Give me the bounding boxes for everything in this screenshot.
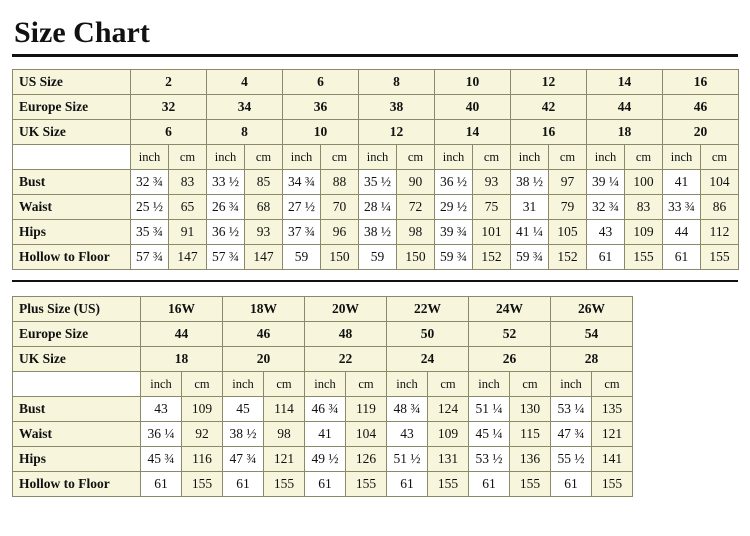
us-size-cell: 10: [435, 70, 511, 95]
measure-cell: 88: [321, 170, 359, 195]
measure-cell: 41: [305, 422, 346, 447]
measure-cell: 109: [428, 422, 469, 447]
row-label-waist: Waist: [13, 195, 131, 220]
measure-cell: 61: [469, 472, 510, 497]
measure-cell: 34 ¾: [283, 170, 321, 195]
measure-cell: 86: [701, 195, 739, 220]
row-label-plus-size: Plus Size (US): [13, 297, 141, 322]
europe-size-cell: 42: [511, 95, 587, 120]
measure-cell: 79: [549, 195, 587, 220]
measure-cell: 43: [387, 422, 428, 447]
uk-size-cell: 18: [141, 347, 223, 372]
measure-cell: 114: [264, 397, 305, 422]
measure-cell: 27 ½: [283, 195, 321, 220]
table-row: [13, 397, 633, 422]
measure-cell: 33 ½: [207, 170, 245, 195]
measure-cell: 38 ½: [359, 220, 397, 245]
measure-cell: 85: [245, 170, 283, 195]
row-label-europe-size: Europe Size: [13, 95, 131, 120]
us-size-cell: 12: [511, 70, 587, 95]
standard-size-table-wrap: [10, 69, 740, 270]
measure-cell: 61: [141, 472, 182, 497]
measure-cell: 124: [428, 397, 469, 422]
measure-cell: 93: [473, 170, 511, 195]
table-row: [13, 245, 739, 270]
units-row-empty-label: [13, 372, 141, 397]
measure-cell: 61: [387, 472, 428, 497]
europe-size-cell: 44: [141, 322, 223, 347]
row-label-hollow-to-floor: Hollow to Floor: [13, 245, 131, 270]
table-row-europe-size: [13, 322, 633, 347]
measure-cell: 46 ¾: [305, 397, 346, 422]
measure-cell: 59: [359, 245, 397, 270]
measure-cell: 96: [321, 220, 359, 245]
measure-cell: 130: [510, 397, 551, 422]
measure-cell: 59 ¾: [435, 245, 473, 270]
measure-cell: 135: [592, 397, 633, 422]
measure-cell: 37 ¾: [283, 220, 321, 245]
unit-cell-cm: cm: [397, 145, 435, 170]
measure-cell: 155: [346, 472, 387, 497]
unit-cell-inch: inch: [305, 372, 346, 397]
measure-cell: 33 ¾: [663, 195, 701, 220]
unit-cell-cm: cm: [182, 372, 223, 397]
uk-size-cell: 20: [663, 120, 739, 145]
measure-cell: 155: [592, 472, 633, 497]
measure-cell: 59: [283, 245, 321, 270]
row-label-uk-size: UK Size: [13, 347, 141, 372]
uk-size-cell: 18: [587, 120, 663, 145]
measure-cell: 61: [223, 472, 264, 497]
table-row-plus-size: [13, 297, 633, 322]
plus-size-table-wrap: [10, 296, 740, 497]
measure-cell: 150: [321, 245, 359, 270]
table-row-units: [13, 372, 633, 397]
plus-size-cell: 26W: [551, 297, 633, 322]
uk-size-cell: 20: [223, 347, 305, 372]
us-size-cell: 6: [283, 70, 359, 95]
plus-size-cell: 18W: [223, 297, 305, 322]
table-row-europe-size: [13, 95, 739, 120]
europe-size-cell: 48: [305, 322, 387, 347]
unit-cell-inch: inch: [207, 145, 245, 170]
measure-cell: 47 ¾: [551, 422, 592, 447]
europe-size-cell: 34: [207, 95, 283, 120]
measure-cell: 38 ½: [223, 422, 264, 447]
measure-cell: 65: [169, 195, 207, 220]
measure-cell: 91: [169, 220, 207, 245]
uk-size-cell: 28: [551, 347, 633, 372]
measure-cell: 36 ½: [207, 220, 245, 245]
plus-size-cell: 16W: [141, 297, 223, 322]
uk-size-cell: 10: [283, 120, 359, 145]
uk-size-cell: 12: [359, 120, 435, 145]
unit-cell-cm: cm: [625, 145, 663, 170]
measure-cell: 155: [510, 472, 551, 497]
measure-cell: 51 ¼: [469, 397, 510, 422]
measure-cell: 126: [346, 447, 387, 472]
uk-size-cell: 22: [305, 347, 387, 372]
unit-cell-cm: cm: [592, 372, 633, 397]
plus-size-cell: 22W: [387, 297, 469, 322]
unit-cell-inch: inch: [359, 145, 397, 170]
measure-cell: 45 ¼: [469, 422, 510, 447]
measure-cell: 51 ½: [387, 447, 428, 472]
measure-cell: 100: [625, 170, 663, 195]
unit-cell-inch: inch: [469, 372, 510, 397]
europe-size-cell: 36: [283, 95, 359, 120]
unit-cell-inch: inch: [511, 145, 549, 170]
measure-cell: 147: [245, 245, 283, 270]
uk-size-cell: 14: [435, 120, 511, 145]
measure-cell: 55 ½: [551, 447, 592, 472]
unit-cell-inch: inch: [223, 372, 264, 397]
measure-cell: 147: [169, 245, 207, 270]
unit-cell-cm: cm: [510, 372, 551, 397]
uk-size-cell: 16: [511, 120, 587, 145]
measure-cell: 48 ¾: [387, 397, 428, 422]
measure-cell: 152: [549, 245, 587, 270]
table-row-units: [13, 145, 739, 170]
measure-cell: 105: [549, 220, 587, 245]
us-size-cell: 14: [587, 70, 663, 95]
section-divider: [12, 280, 738, 282]
measure-cell: 31: [511, 195, 549, 220]
measure-cell: 121: [592, 422, 633, 447]
measure-cell: 29 ½: [435, 195, 473, 220]
unit-cell-inch: inch: [435, 145, 473, 170]
unit-cell-inch: inch: [387, 372, 428, 397]
europe-size-cell: 46: [223, 322, 305, 347]
table-row-us-size: [13, 70, 739, 95]
row-label-hollow-to-floor: Hollow to Floor: [13, 472, 141, 497]
measure-cell: 119: [346, 397, 387, 422]
unit-cell-cm: cm: [169, 145, 207, 170]
measure-cell: 36 ½: [435, 170, 473, 195]
table-row: [13, 472, 633, 497]
measure-cell: 98: [397, 220, 435, 245]
unit-cell-cm: cm: [245, 145, 283, 170]
unit-cell-inch: inch: [141, 372, 182, 397]
table-row-uk-size: [13, 347, 633, 372]
table-row: [13, 422, 633, 447]
measure-cell: 68: [245, 195, 283, 220]
row-label-bust: Bust: [13, 397, 141, 422]
measure-cell: 104: [701, 170, 739, 195]
measure-cell: 35 ½: [359, 170, 397, 195]
europe-size-cell: 40: [435, 95, 511, 120]
measure-cell: 61: [551, 472, 592, 497]
measure-cell: 47 ¾: [223, 447, 264, 472]
europe-size-cell: 54: [551, 322, 633, 347]
measure-cell: 104: [346, 422, 387, 447]
plus-size-cell: 24W: [469, 297, 551, 322]
measure-cell: 61: [305, 472, 346, 497]
measure-cell: 121: [264, 447, 305, 472]
table-row: [13, 195, 739, 220]
measure-cell: 136: [510, 447, 551, 472]
measure-cell: 83: [169, 170, 207, 195]
unit-cell-cm: cm: [428, 372, 469, 397]
uk-size-cell: 26: [469, 347, 551, 372]
measure-cell: 39 ¼: [587, 170, 625, 195]
measure-cell: 109: [625, 220, 663, 245]
us-size-cell: 8: [359, 70, 435, 95]
measure-cell: 116: [182, 447, 223, 472]
table-row-uk-size: [13, 120, 739, 145]
measure-cell: 49 ½: [305, 447, 346, 472]
measure-cell: 41: [663, 170, 701, 195]
row-label-uk-size: UK Size: [13, 120, 131, 145]
measure-cell: 57 ¾: [131, 245, 169, 270]
europe-size-cell: 50: [387, 322, 469, 347]
measure-cell: 45: [223, 397, 264, 422]
measure-cell: 152: [473, 245, 511, 270]
row-label-hips: Hips: [13, 447, 141, 472]
europe-size-cell: 52: [469, 322, 551, 347]
unit-cell-cm: cm: [473, 145, 511, 170]
measure-cell: 70: [321, 195, 359, 220]
unit-cell-cm: cm: [549, 145, 587, 170]
measure-cell: 61: [587, 245, 625, 270]
measure-cell: 43: [141, 397, 182, 422]
europe-size-cell: 38: [359, 95, 435, 120]
us-size-cell: 2: [131, 70, 207, 95]
measure-cell: 141: [592, 447, 633, 472]
measure-cell: 57 ¾: [207, 245, 245, 270]
uk-size-cell: 8: [207, 120, 283, 145]
row-label-bust: Bust: [13, 170, 131, 195]
us-size-cell: 16: [663, 70, 739, 95]
europe-size-cell: 46: [663, 95, 739, 120]
measure-cell: 155: [428, 472, 469, 497]
page-title: Size Chart: [14, 16, 150, 49]
unit-cell-inch: inch: [551, 372, 592, 397]
measure-cell: 75: [473, 195, 511, 220]
row-label-europe-size: Europe Size: [13, 322, 141, 347]
measure-cell: 155: [182, 472, 223, 497]
table-row: [13, 220, 739, 245]
measure-cell: 112: [701, 220, 739, 245]
measure-cell: 26 ¾: [207, 195, 245, 220]
measure-cell: 101: [473, 220, 511, 245]
measure-cell: 150: [397, 245, 435, 270]
uk-size-cell: 6: [131, 120, 207, 145]
measure-cell: 109: [182, 397, 223, 422]
measure-cell: 155: [625, 245, 663, 270]
measure-cell: 155: [264, 472, 305, 497]
unit-cell-inch: inch: [131, 145, 169, 170]
row-label-hips: Hips: [13, 220, 131, 245]
measure-cell: 97: [549, 170, 587, 195]
table-row: [13, 170, 739, 195]
measure-cell: 53 ½: [469, 447, 510, 472]
unit-cell-cm: cm: [264, 372, 305, 397]
title-divider: [12, 54, 738, 57]
measure-cell: 43: [587, 220, 625, 245]
measure-cell: 44: [663, 220, 701, 245]
us-size-cell: 4: [207, 70, 283, 95]
europe-size-cell: 44: [587, 95, 663, 120]
measure-cell: 32 ¾: [131, 170, 169, 195]
measure-cell: 83: [625, 195, 663, 220]
unit-cell-cm: cm: [346, 372, 387, 397]
measure-cell: 32 ¾: [587, 195, 625, 220]
plus-size-table: [12, 296, 633, 497]
measure-cell: 98: [264, 422, 305, 447]
measure-cell: 28 ¼: [359, 195, 397, 220]
unit-cell-inch: inch: [663, 145, 701, 170]
measure-cell: 41 ¼: [511, 220, 549, 245]
row-label-us-size: US Size: [13, 70, 131, 95]
unit-cell-cm: cm: [701, 145, 739, 170]
unit-cell-inch: inch: [587, 145, 625, 170]
measure-cell: 90: [397, 170, 435, 195]
measure-cell: 59 ¾: [511, 245, 549, 270]
unit-cell-cm: cm: [321, 145, 359, 170]
measure-cell: 93: [245, 220, 283, 245]
measure-cell: 155: [701, 245, 739, 270]
unit-cell-inch: inch: [283, 145, 321, 170]
europe-size-cell: 32: [131, 95, 207, 120]
measure-cell: 36 ¼: [141, 422, 182, 447]
measure-cell: 53 ¼: [551, 397, 592, 422]
measure-cell: 45 ¾: [141, 447, 182, 472]
measure-cell: 25 ½: [131, 195, 169, 220]
row-label-waist: Waist: [13, 422, 141, 447]
measure-cell: 92: [182, 422, 223, 447]
plus-size-cell: 20W: [305, 297, 387, 322]
measure-cell: 39 ¾: [435, 220, 473, 245]
units-row-empty-label: [13, 145, 131, 170]
standard-size-table: [12, 69, 739, 270]
uk-size-cell: 24: [387, 347, 469, 372]
measure-cell: 61: [663, 245, 701, 270]
measure-cell: 131: [428, 447, 469, 472]
measure-cell: 35 ¾: [131, 220, 169, 245]
measure-cell: 115: [510, 422, 551, 447]
measure-cell: 38 ½: [511, 170, 549, 195]
measure-cell: 72: [397, 195, 435, 220]
table-row: [13, 447, 633, 472]
